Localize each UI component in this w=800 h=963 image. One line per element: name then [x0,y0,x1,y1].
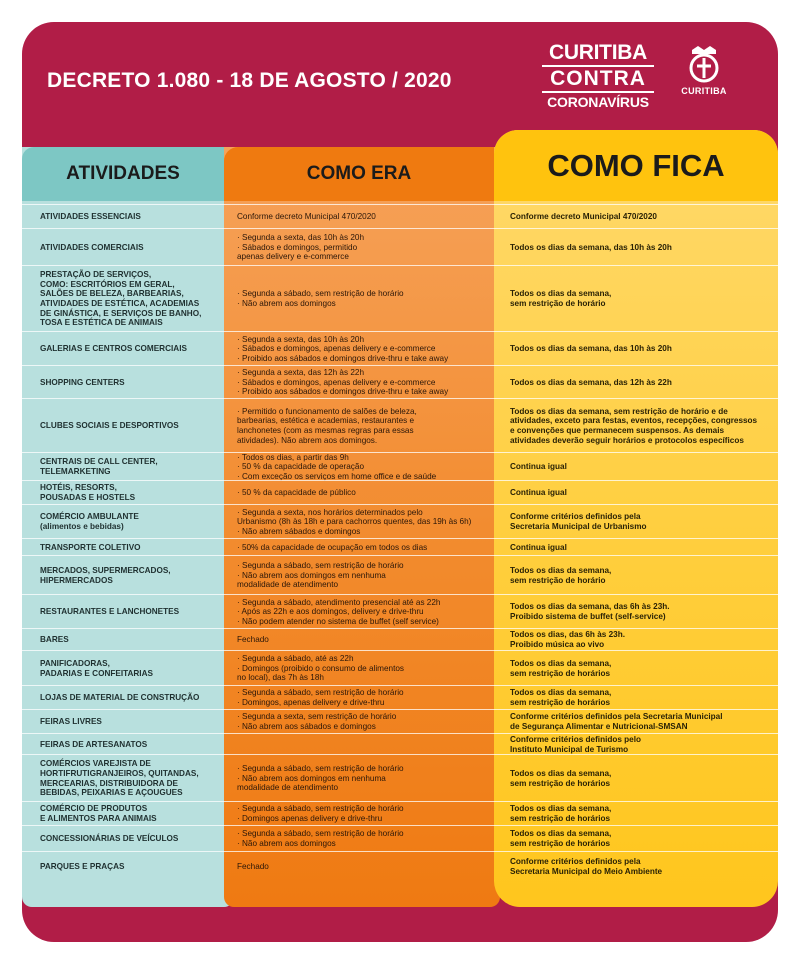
seal-label: CURITIBA [681,86,727,96]
como-era-cell-line: no local), das 7h às 18h [237,673,324,683]
como-fica-cell-line: Proibido música ao vivo [510,640,605,649]
como-fica-cell-line: atividades deverão seguir horários e protocolos específicos [510,435,744,445]
como-fica-cell-line: sem restrição de horário [510,575,606,585]
como-era-cell-line: · Segunda a sábado, sem restrição de horário [237,688,404,698]
como-era-cell-line: · Não podem atender no sistema de buffet (self service) [237,616,439,626]
como-era-cell-line: · Segunda a sábado, sem restrição de horário [237,289,404,299]
como-fica-cell-line: Conforme critérios definidos pela Secretaria Municipal [510,712,723,722]
activity-cell-line: MERCADOS, SUPERMERCADOS, [40,565,171,575]
como-fica-cell-line: sem restrição de horários [510,668,611,678]
como-era-cell [224,205,494,229]
como-era-cell-line: · Não abrem aos sábados e domingos [237,722,376,731]
activity-cell [22,229,224,266]
activity-cell-line: COMÉRCIO DE PRODUTOS [40,804,148,814]
como-era-cell-line: · Segunda a sexta, das 10h às 20h [237,334,364,344]
como-era-cell-line: apenas delivery e e-commerce [237,252,349,262]
como-fica-cell [494,366,778,399]
como-fica-cell-line: Continua igual [510,542,567,552]
activity-cell-line: DE GINÁSTICA, E SERVIÇOS DE BANHO, [40,308,202,318]
como-era-cell [224,332,494,366]
como-fica-cell-line: sem restrição de horários [510,698,611,707]
activity-cell [22,651,224,686]
activity-cell [22,852,224,882]
como-fica-cell [494,505,778,539]
como-fica-cell [494,205,778,229]
como-fica-cell [494,734,778,755]
como-fica-cell-line: Conforme critérios definidos pela [510,512,641,522]
activity-cell [22,734,224,755]
como-fica-cell-line: Continua igual [510,488,567,498]
como-era-cell [224,229,494,266]
activity-cell [22,755,224,802]
como-fica-cell-line: Todos os dias da semana, das 12h às 22h [510,377,672,387]
como-fica-cell-line: Conforme critérios definidos pela [510,857,641,867]
como-fica-cell-line: Todos os dias da semana, das 6h às 23h. [510,602,670,612]
table-row [22,555,778,595]
como-fica-cell-line: Todos os dias da semana, [510,565,612,575]
activity-cell-line: COMÉRCIOS VAREJISTA DE [40,759,151,769]
como-era-cell [224,399,494,453]
como-fica-cell-line: Todos os dias da semana, [510,804,612,814]
activity-cell-line: CONCESSIONÁRIAS DE VEÍCULOS [40,834,179,844]
como-era-cell-line: · Sábados e domingos, apenas delivery e e-commerce [237,344,436,354]
table-row [22,851,778,882]
header-atividades: ATIVIDADES [22,147,224,201]
activity-cell-line: TELEMARKETING [40,467,111,476]
activity-cell-line: FEIRAS DE ARTESANATOS [40,739,148,749]
table-row [22,452,778,481]
activity-cell-line: LOJAS DE MATERIAL DE CONSTRUÇÃO [40,693,200,703]
como-era-cell-line: modalidade de atendimento [237,580,339,590]
activity-cell [22,556,224,595]
activity-cell [22,710,224,734]
como-era-cell-line: Fechado [237,862,269,872]
como-fica-cell-line: atividades, exceto para festas, eventos, recepções, congressos [510,416,758,426]
activity-cell-line: ATIVIDADES COMERCIAIS [40,242,144,252]
table-row [22,733,778,755]
activity-cell-line: GALERIAS E CENTROS COMERCIAIS [40,344,187,354]
activity-cell-line: BEBIDAS, PEIXARIAS E AÇOUGUES [40,788,183,798]
logo-line-3: CORONAVÍRUS [547,94,649,110]
como-fica-cell [494,629,778,651]
activity-cell [22,826,224,852]
activity-cell [22,453,224,481]
como-era-cell-line: · Não abrem aos domingos [237,299,336,308]
como-fica-cell-line: Todos os dias da semana, [510,289,612,299]
como-fica-cell-line: Todos os dias da semana, [510,829,612,839]
table-row [22,801,778,826]
como-fica-cell [494,481,778,505]
activity-cell [22,629,224,651]
como-era-cell-line: · Sábados e domingos, apenas delivery e e-commerce [237,377,436,387]
como-era-cell-line: Conforme decreto Municipal 470/2020 [237,212,376,222]
como-fica-cell [494,686,778,710]
como-era-cell-line: atividades). Não abrem aos domingos. [237,435,378,445]
activity-cell [22,205,224,229]
table-row [22,709,778,734]
table-row [22,365,778,399]
activity-cell-line: PANIFICADORAS, [40,658,110,668]
activity-cell-line: CENTRAIS DE CALL CENTER, [40,457,158,467]
como-era-cell [224,651,494,686]
activity-cell-line: CLUBES SOCIAIS E DESPORTIVOS [40,421,179,431]
como-era-cell-line: · Domingos, apenas delivery e drive-thru [237,698,385,707]
como-era-cell-line: · Todos os dias, a partir das 9h [237,452,349,462]
como-era-cell [224,453,494,481]
table-row [22,228,778,266]
table-row [22,594,778,629]
activity-cell-line: BARES [40,635,69,645]
table-row [22,754,778,802]
table-row [22,825,778,852]
como-era-cell-line: · Após as 22h e aos domingos, delivery e drive-thru [237,607,424,617]
como-fica-cell [494,710,778,734]
table-row [22,650,778,686]
activity-cell-line: POUSADAS E HOSTELS [40,493,136,502]
como-era-cell [224,629,494,651]
activity-cell [22,686,224,710]
como-fica-cell-line: Todos os dias da semana, das 10h às 20h [510,242,672,252]
como-era-cell-line: · Não abrem aos domingos em nenhuma [237,773,386,783]
activity-cell [22,481,224,505]
table-row [22,265,778,332]
table-row [22,331,778,366]
activity-cell-line: FEIRAS LIVRES [40,717,102,727]
como-era-cell-line: · Segunda a sábado, atendimento presencial até as 22h [237,597,441,607]
activity-cell-line: SALÕES DE BELEZA, BARBEARIAS, [40,289,184,299]
como-era-cell-line: lanchonetes (com as mesmas regras para essas [237,426,414,435]
como-era-cell [224,505,494,539]
activity-cell-line: HORTIFRUTIGRANJEIROS, QUITANDAS, [40,768,199,778]
como-era-cell [224,539,494,556]
activity-cell-line: PRESTAÇÃO DE SERVIÇOS, [40,270,152,280]
activity-cell-line: ATIVIDADES ESSENCIAIS [40,212,141,222]
decree-card [22,22,778,942]
activity-cell-line: TOSA E ESTÉTICA DE ANIMAIS [40,318,163,328]
como-era-cell-line: · Proibido aos sábados e domingos drive-thru e take away [237,353,449,363]
como-era-cell [224,710,494,734]
table-row [22,504,778,539]
header-como-era: COMO ERA [224,147,494,201]
activity-cell [22,399,224,453]
como-era-cell-line: · Não abrem sábados e domingos [237,526,361,536]
como-era-cell-line: barbearias, estética e academias, restaurantes e [237,416,415,426]
como-fica-cell [494,595,778,629]
como-fica-cell [494,266,778,332]
como-fica-cell-line: Conforme critérios definidos pelo [510,734,642,744]
activity-cell-line: HIPERMERCADOS [40,575,113,585]
curitiba-contra-coronavirus-logo [538,42,658,114]
activity-cell [22,332,224,366]
activity-cell-line: PARQUES E PRAÇAS [40,862,125,872]
como-era-cell-line: · Domingos apenas delivery e drive-thru [237,814,383,823]
como-era-cell-line: · Não abrem aos domingos em nenhuma [237,570,386,580]
como-era-cell-line: · 50 % da capacidade de público [237,488,356,498]
como-era-cell [224,366,494,399]
como-era-cell-line: · Segunda a sexta, das 10h às 20h [237,233,364,243]
como-fica-cell [494,399,778,453]
activity-cell-line: ATIVIDADES DE ESTÉTICA, ACADEMIAS [40,299,200,308]
page-title: DECRETO 1.080 - 18 DE AGOSTO / 2020 [47,69,452,92]
como-era-cell-line: · Sábados e domingos, permitido [237,242,358,252]
como-fica-cell [494,556,778,595]
como-era-cell-line: modalidade de atendimento [237,783,339,793]
como-era-cell-line: · Domingos (proibido o consumo de alimentos [237,663,405,673]
como-fica-cell-line: Proibido sistema de buffet (self-service) [510,612,666,621]
como-era-cell-line: · Segunda a sábado, até as 22h [237,654,354,664]
activity-cell [22,595,224,629]
como-fica-cell-line: sem restrição de horários [510,814,611,823]
como-era-cell [224,802,494,826]
como-fica-cell [494,826,778,852]
activity-cell [22,802,224,826]
activity-cell [22,505,224,539]
como-era-cell [224,852,494,882]
como-era-cell [224,595,494,629]
logo-line-2: CONTRA [550,67,646,90]
como-fica-cell [494,539,778,556]
como-era-cell-line: · Não abrem aos domingos [237,839,336,848]
como-fica-cell-line: Todos os dias da semana, [510,658,612,668]
como-fica-cell [494,755,778,802]
activity-cell-line: COMO: ESCRITÓRIOS EM GERAL, [40,279,175,289]
como-fica-cell-line: Todos os dias, das 6h às 23h. [510,630,625,640]
como-fica-cell-line: sem restrição de horários [510,778,611,788]
table-row [22,204,778,229]
como-fica-cell [494,852,778,882]
table-row [22,480,778,505]
activity-cell-line: (alimentos e bebidas) [40,522,124,531]
activity-cell-line: RESTAURANTES E LANCHONETES [40,607,180,617]
como-era-cell-line: · Segunda a sexta, das 12h às 22h [237,368,364,378]
como-era-cell [224,755,494,802]
activity-cell-line: MERCEARIAS, DISTRIBUIDORA DE [40,778,178,788]
activity-cell [22,539,224,556]
header-como-fica: COMO FICA [494,130,778,201]
como-fica-cell [494,453,778,481]
activity-cell [22,366,224,399]
como-fica-cell-line: Secretaria Municipal do Meio Ambiente [510,867,663,876]
como-era-cell-line: · Segunda a sábado, sem restrição de horário [237,764,404,774]
como-fica-cell-line: Secretaria Municipal de Urbanismo [510,522,647,531]
como-fica-cell [494,229,778,266]
como-era-cell-line: · Permitido o funcionamento de salões de beleza, [237,406,417,416]
activity-cell-line: HOTÉIS, RESORTS, [40,483,117,493]
city-seal-icon [684,44,724,84]
como-fica-cell [494,651,778,686]
como-fica-cell-line: Todos os dias da semana, sem restrição de horário e de [510,406,728,416]
city-seal [676,44,732,104]
como-fica-cell [494,332,778,366]
activity-cell-line: TRANSPORTE COLETIVO [40,542,141,552]
activity-cell-line: PADARIAS E CONFEITARIAS [40,668,153,678]
como-fica-cell [494,802,778,826]
activity-cell-line: E ALIMENTOS PARA ANIMAIS [40,814,157,823]
como-fica-cell-line: Todos os dias da semana, [510,768,612,778]
activity-cell-line: SHOPPING CENTERS [40,377,125,387]
activity-cell-line: COMÉRCIO AMBULANTE [40,512,139,522]
como-fica-cell-line: Continua igual [510,462,567,472]
como-fica-cell-line: sem restrição de horários [510,839,611,848]
logo-line-1: CURITIBA [549,41,647,64]
como-era-cell [224,266,494,332]
como-era-cell [224,686,494,710]
como-era-cell-line: · Com exceção os serviços em home office e de saúde [237,471,437,481]
como-era-cell-line: · Segunda a sábado, sem restrição de horário [237,829,404,839]
como-era-cell-line: Urbanismo (8h às 18h e para cachorros quentes, das 19h às 6h) [237,517,472,527]
como-fica-cell-line: de Segurança Alimentar e Nutricional-SMSAN [510,722,688,731]
como-era-cell-line: · Proibido aos sábados e domingos drive-thru e take away [237,387,449,397]
como-fica-cell-line: Instituto Municipal de Turismo [510,744,629,754]
como-era-cell-line: · 50% da capacidade de ocupação em todos os dias [237,542,428,552]
como-era-cell [224,734,494,755]
table-row [22,628,778,651]
como-era-cell [224,481,494,505]
como-era-cell-line: · Segunda a sexta, nos horários determinados pelo [237,507,423,517]
como-era-cell-line: Fechado [237,635,269,645]
table-row [22,398,778,453]
como-era-cell-line: · 50 % da capacidade de operação [237,462,364,472]
como-era-cell-line: · Segunda a sábado, sem restrição de horário [237,561,404,571]
como-fica-cell-line: Todos os dias da semana, [510,688,612,698]
como-era-cell-line: · Segunda a sexta, sem restrição de horário [237,712,397,722]
table-row [22,538,778,556]
como-fica-cell-line: Conforme decreto Municipal 470/2020 [510,212,657,222]
como-era-cell [224,826,494,852]
como-fica-cell-line: sem restrição de horário [510,299,606,308]
como-era-cell [224,556,494,595]
table-row [22,685,778,710]
como-fica-cell-line: e convenções que permanecem suspensos. As demais [510,426,725,435]
como-fica-cell-line: Todos os dias da semana, das 10h às 20h [510,344,672,354]
activity-cell [22,266,224,332]
como-era-cell-line: · Segunda a sábado, sem restrição de horário [237,804,404,814]
